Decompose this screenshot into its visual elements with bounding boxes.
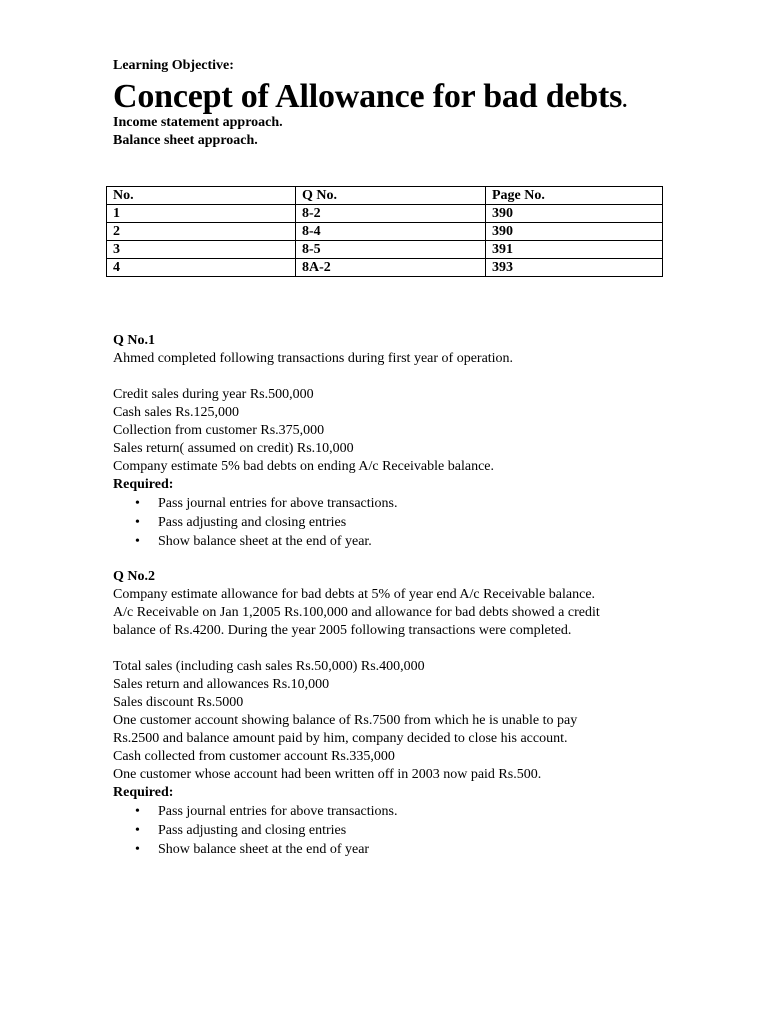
- approach-income-statement: Income statement approach.: [113, 115, 283, 130]
- question-2-heading: Q No.2: [113, 569, 155, 584]
- list-item-text: Pass adjusting and closing entries: [158, 823, 347, 838]
- question-1-item: Sales return( assumed on credit) Rs.10,000: [113, 441, 354, 456]
- question-1-item: Company estimate 5% bad debts on ending A/c Receivable balance.: [113, 459, 494, 474]
- table-cell: 8-2: [296, 205, 486, 223]
- question-2-intro-line: Company estimate allowance for bad debts at 5% of year end A/c Receivable balance.: [113, 587, 596, 602]
- question-2-required-label: Required:: [113, 785, 174, 800]
- table-cell: 391: [486, 241, 663, 259]
- question-2-item: Total sales (including cash sales Rs.50,000) Rs.400,000: [113, 659, 425, 674]
- title-dot: .: [622, 90, 628, 112]
- question-1-item: Credit sales during year Rs.500,000: [113, 387, 314, 402]
- page-title: [113, 78, 627, 116]
- question-1-intro: Ahmed completed following transactions during first year of operation.: [113, 351, 514, 366]
- question-1-heading: Q No.1: [113, 333, 155, 348]
- bullet-icon: •: [135, 496, 140, 511]
- question-1-required-label: Required:: [113, 477, 174, 492]
- list-item: [113, 802, 600, 821]
- question-2-item: One customer account showing balance of Rs.7500 from which he is unable to pay: [113, 713, 578, 728]
- table-header-cell: No.: [107, 187, 296, 205]
- table-header-row: [107, 187, 663, 205]
- question-2-intro-line: balance of Rs.4200. During the year 2005 following transactions were completed.: [113, 623, 572, 638]
- list-item-text: Pass journal entries for above transactions.: [158, 496, 398, 511]
- question-2-requirements-list: [113, 802, 600, 859]
- question-2-item: Rs.2500 and balance amount paid by him, company decided to close his account.: [113, 731, 568, 746]
- question-2-item: Sales return and allowances Rs.10,000: [113, 677, 330, 692]
- question-2-section: [113, 568, 600, 859]
- list-item-text: Show balance sheet at the end of year: [158, 842, 370, 857]
- question-2-item: One customer whose account had been written off in 2003 now paid Rs.500.: [113, 767, 542, 782]
- table-cell: 2: [107, 223, 296, 241]
- list-item-text: Pass adjusting and closing entries: [158, 515, 347, 530]
- title-text: Concept of Allowance for bad debts: [113, 78, 623, 115]
- table-row: [107, 241, 663, 259]
- list-item-text: Show balance sheet at the end of year.: [158, 534, 372, 549]
- list-item: [113, 821, 600, 840]
- table-header-cell: Page No.: [486, 187, 663, 205]
- table-cell: 1: [107, 205, 296, 223]
- question-2-intro-line: A/c Receivable on Jan 1,2005 Rs.100,000 and allowance for bad debts showed a credit: [113, 605, 600, 620]
- table-header-cell: Q No.: [296, 187, 486, 205]
- approach-balance-sheet: Balance sheet approach.: [113, 133, 258, 148]
- question-2-item: Sales discount Rs.5000: [113, 695, 244, 710]
- bullet-icon: •: [135, 842, 140, 857]
- learning-objective-label: Learning Objective:: [113, 58, 234, 73]
- table-cell: 4: [107, 259, 296, 277]
- question-1-item: Cash sales Rs.125,000: [113, 405, 239, 420]
- list-item: [113, 513, 513, 532]
- list-item: [113, 532, 513, 551]
- list-item: [113, 840, 600, 859]
- table-row: [107, 259, 663, 277]
- list-item-text: Pass journal entries for above transactions.: [158, 804, 398, 819]
- question-1-requirements-list: [113, 494, 513, 551]
- table-cell: 393: [486, 259, 663, 277]
- table-cell: 8A-2: [296, 259, 486, 277]
- table-cell: 8-5: [296, 241, 486, 259]
- table-cell: 8-4: [296, 223, 486, 241]
- table-row: [107, 223, 663, 241]
- question-1-section: [113, 332, 513, 551]
- table-cell: 390: [486, 223, 663, 241]
- question-2-item: Cash collected from customer account Rs.335,000: [113, 749, 395, 764]
- bullet-icon: •: [135, 534, 140, 549]
- bullet-icon: •: [135, 823, 140, 838]
- table-row: [107, 205, 663, 223]
- bullet-icon: •: [135, 804, 140, 819]
- list-item: [113, 494, 513, 513]
- table-cell: 390: [486, 205, 663, 223]
- question-reference-table: [106, 186, 663, 277]
- bullet-icon: •: [135, 515, 140, 530]
- question-1-item: Collection from customer Rs.375,000: [113, 423, 325, 438]
- table-cell: 3: [107, 241, 296, 259]
